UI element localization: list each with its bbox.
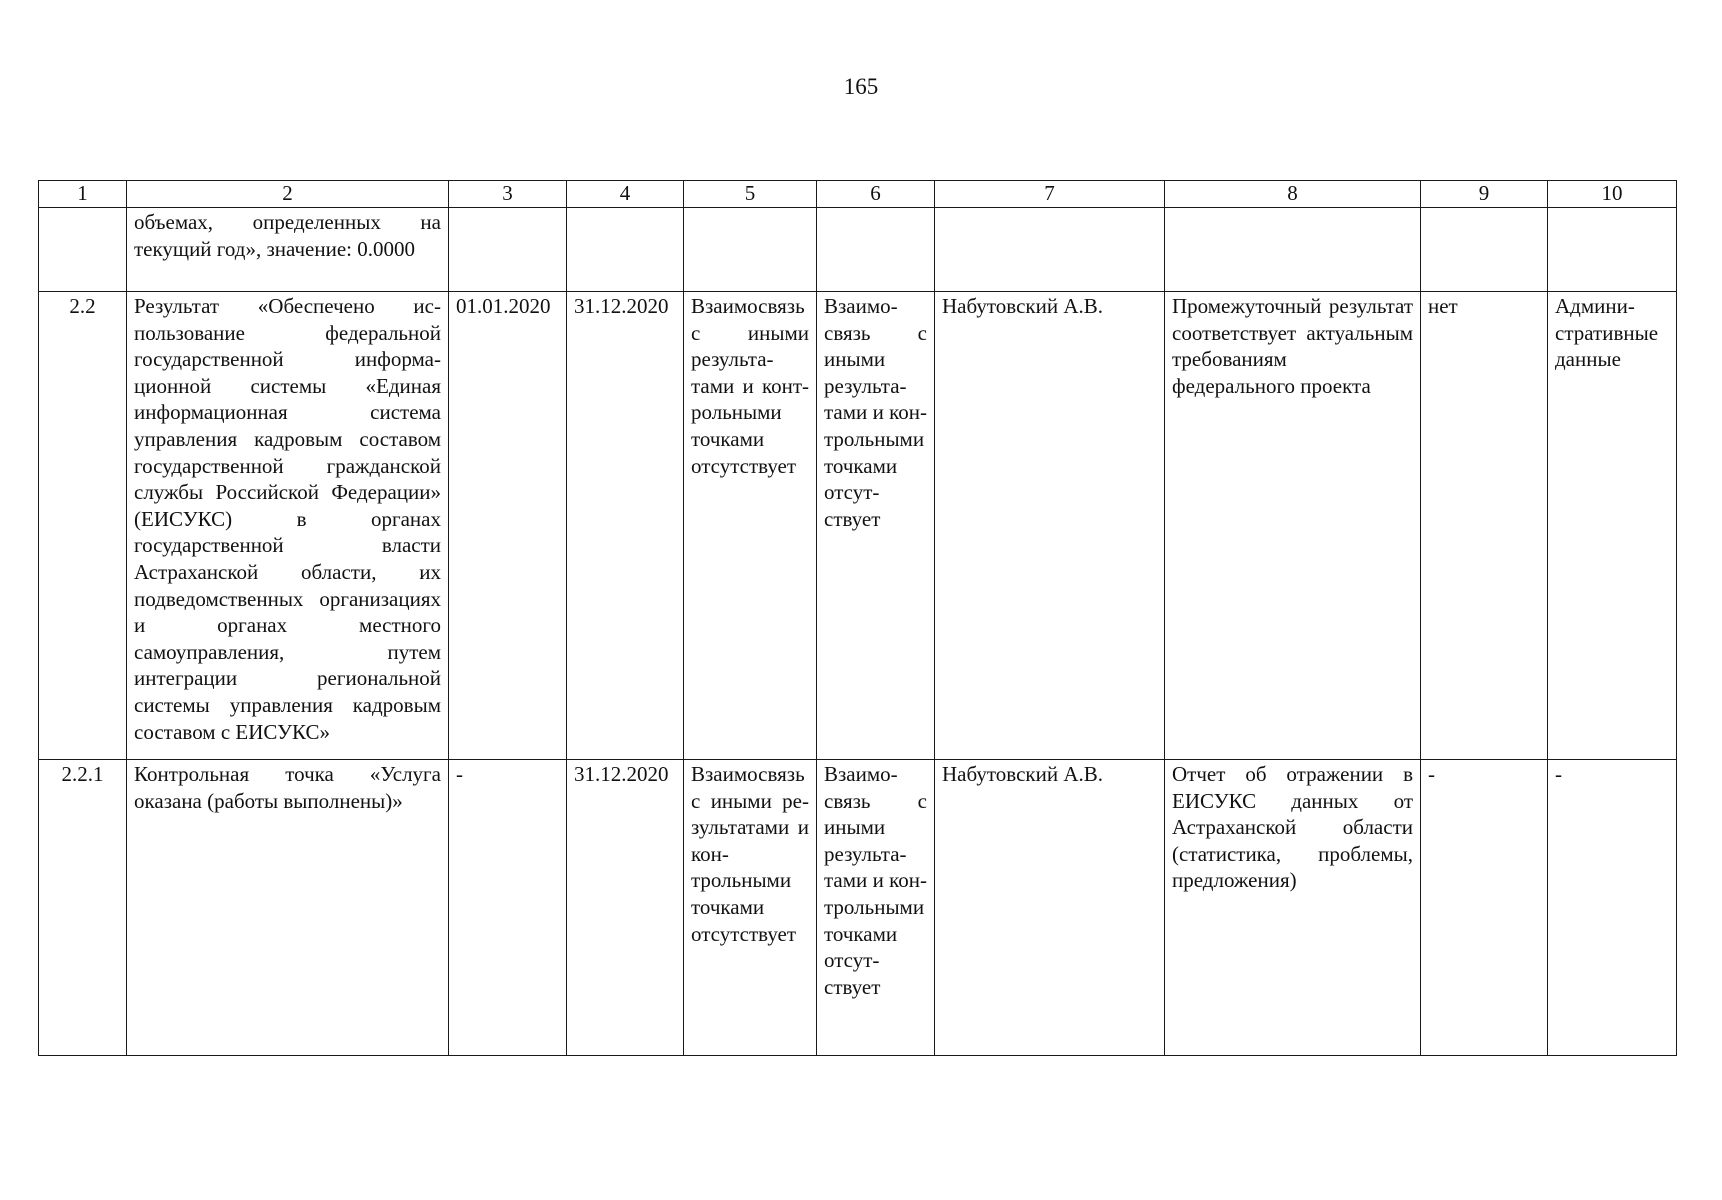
plan-table <box>38 180 1677 1056</box>
row-number-cell <box>39 208 127 292</box>
end-date-cell: 31.12.2020 <box>567 760 684 1056</box>
column-header: 2 <box>127 181 449 208</box>
result-cell: Отчет об отражении в ЕИСУКС данных от Астраханской области (статистика, проблемы, предложения) <box>1165 760 1421 1056</box>
source-cell <box>1548 208 1677 292</box>
table-header <box>39 181 1677 208</box>
relation-cell: Взаимосвязь с иными результатами и контрольными точками отсутствует <box>817 760 935 1056</box>
table-row <box>39 292 1677 760</box>
end-date-cell: 31.12.2020 <box>567 292 684 760</box>
column-header: 8 <box>1165 181 1421 208</box>
responsible-cell: Набутовский А.В. <box>935 292 1165 760</box>
header-row <box>39 181 1677 208</box>
flag-cell: - <box>1421 760 1548 1056</box>
row-number-cell: 2.2 <box>39 292 127 760</box>
result-cell: Промежуточный результат соответствует актуальным требованиям федерального проекта <box>1165 292 1421 760</box>
column-header: 6 <box>817 181 935 208</box>
description-cell: Контрольная точка «Услуга оказана (работы выполнены)» <box>127 760 449 1056</box>
start-date-cell: 01.01.2020 <box>449 292 567 760</box>
start-date-cell: - <box>449 760 567 1056</box>
column-header: 10 <box>1548 181 1677 208</box>
row-number-cell: 2.2.1 <box>39 760 127 1056</box>
column-header: 1 <box>39 181 127 208</box>
start-date-cell <box>449 208 567 292</box>
column-header: 5 <box>684 181 817 208</box>
column-header: 7 <box>935 181 1165 208</box>
result-cell <box>1165 208 1421 292</box>
description-cell: объемах, определенных на текущий год», значение: 0.0000 <box>127 208 449 292</box>
end-date-cell <box>567 208 684 292</box>
relation-cell <box>684 208 817 292</box>
column-header: 9 <box>1421 181 1548 208</box>
column-header: 4 <box>567 181 684 208</box>
relation-cell <box>817 208 935 292</box>
flag-cell <box>1421 208 1548 292</box>
flag-cell: нет <box>1421 292 1548 760</box>
source-cell: - <box>1548 760 1677 1056</box>
responsible-cell <box>935 208 1165 292</box>
relation-cell: Взаимосвязь с иными результатами и контрольными точками отсутствует <box>684 292 817 760</box>
description-cell: Результат «Обеспечено использование федеральной государственной информационной системы «Единая информационная система управления кадровым составом государственной гражданской службы Российской Федерации» (ЕИСУКС) в органах государственной власти Астраханской области, их подведомственных организациях и органах местного самоуправления, путем интеграции региональной системы управления кадровым составом с ЕИСУКС» <box>127 292 449 760</box>
responsible-cell: Набутовский А.В. <box>935 760 1165 1056</box>
relation-cell: Взаимосвязь с иными результатами и контрольными точками отсутствует <box>817 292 935 760</box>
source-cell: Административные данные <box>1548 292 1677 760</box>
relation-cell: Взаимосвязь с иными результатами и контрольными точками отсутствует <box>684 760 817 1056</box>
column-header: 3 <box>449 181 567 208</box>
table-row <box>39 208 1677 292</box>
table-row <box>39 760 1677 1056</box>
page-number: 165 <box>843 74 879 99</box>
